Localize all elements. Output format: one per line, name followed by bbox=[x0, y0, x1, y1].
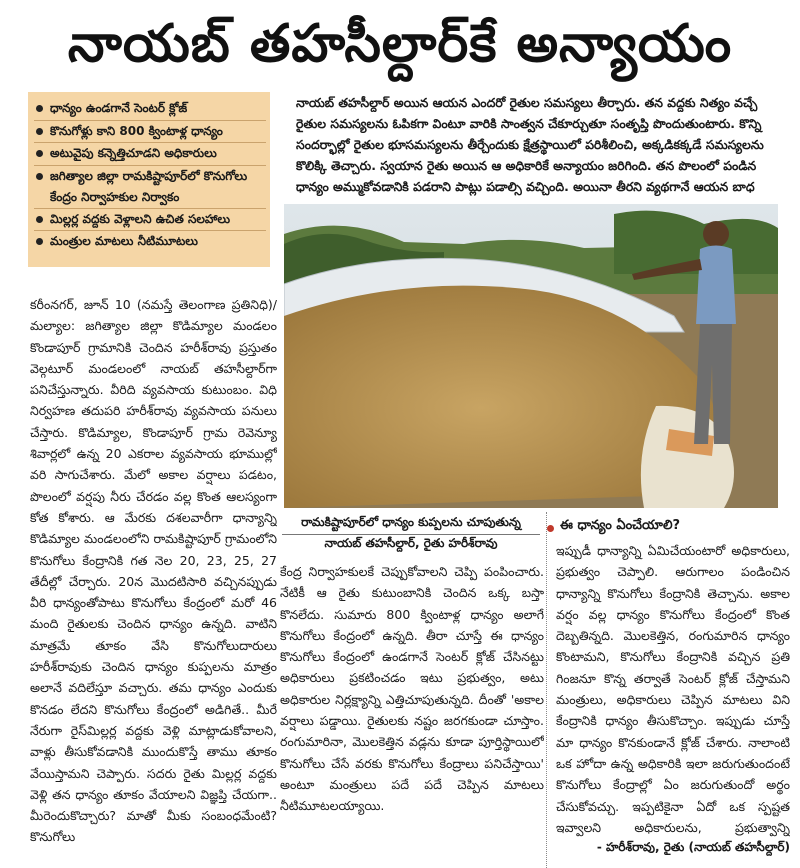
headline: నాయబ్ తహసీల్దార్‌కే అన్యాయం bbox=[67, 14, 733, 74]
highlight-item bbox=[34, 98, 266, 120]
photo-caption bbox=[280, 512, 542, 554]
highlight-item bbox=[34, 231, 266, 253]
side-body: ఇప్పుడీ ధాన్యాన్ని ఏమిచేయంటారో అధికారులు, ప్రభుత్వం చెప్పాలి. ఆరుగాలం పండించిన ధాన్యాన్ని కొనుగోలు కేంద్రానికి తెచ్చాను. అకాల వర్షం వల్ల ధాన్యం కొనుగోలు కేంద్రంలో కొంత దెబ్బతిన్నది. మొలకెత్తిన, రంగుమారిన ధాన్యం కొంటామని, కొనుగోలు కేంద్రానికి వచ్చిన ప్రతి గింజనూ కొన్న తర్వాతే సెంటర్ క్లోజ్ చేస్తామని మంత్రులు, అధికారులు చెప్పిన మాటలు విని కేంద్రానికి ధాన్యం తీసుకొచ్చాం. ఇప్పుడు చూస్తే మా ధాన్యం కొనకుండానే క్లోజ్ చేశారు. నాలాంటి ఒక హోదా ఉన్న అధికారికి ఇలా జరుగుతుందంటే కొనుగోలు కేంద్రాల్లో ఏం జరుగుతుందో అర్థం చేసుకోవచ్చు. ఇప్పటికైనా ఏదో ఒక స్పష్టత ఇవ్వాలని అధికారులను, ప్రభుత్వాన్ని bbox=[556, 543, 790, 835]
highlight-text: మిల్లర్ల వద్దకు వెళ్లాలని ఉచిత సలహాలు bbox=[50, 211, 230, 226]
bullet-icon bbox=[36, 173, 43, 180]
highlights-box bbox=[28, 92, 270, 267]
middle-column-text bbox=[280, 561, 544, 866]
farmer-grain-photo bbox=[284, 204, 778, 508]
caption-divider bbox=[282, 534, 540, 535]
highlight-text: కొనుగోళ్లు కాని 800 క్వింటాళ్ల ధాన్యం bbox=[50, 123, 223, 138]
highlight-item bbox=[34, 143, 266, 165]
bullet-icon bbox=[36, 150, 43, 157]
highlight-text: అటువైపు కన్నెత్తిచూడని అధికారులు bbox=[50, 146, 217, 160]
caption-line-2: నాయబ్ తహసీల్దార్, రైతు హరీశ్‌రావు bbox=[324, 536, 498, 550]
caption-line-1: రామకిష్టాపూర్‌లో ధాన్యం కుప్పలను చూపుతున్న bbox=[301, 515, 521, 529]
highlight-text: ధాన్యం ఉండగానే సెంటర్ క్లోజ్ bbox=[50, 101, 188, 115]
bullet-icon bbox=[36, 238, 43, 245]
highlight-item bbox=[34, 209, 266, 231]
side-signature: - హరీశ్‌రావు, రైతు (నాయబ్ తహసీల్దార్) bbox=[596, 840, 790, 854]
news-photo bbox=[284, 204, 778, 508]
left-column-text bbox=[30, 294, 277, 866]
highlight-text: మంత్రుల మాటలు నీటిమూటలు bbox=[50, 234, 198, 248]
left-column-body: కరీంనగర్, జూన్ 10 (నమస్తే తెలంగాణ ప్రతినిధి)/మల్యాల: జగిత్యాల జిల్లా కొడిమ్యాల మండలం కొండాపూర్ గ్రామానికి చెందిన హరీశ్‌రావు ప్రస్తుతం వెల్గటూర్ మండలంలో నాయబ్ తహసీల్దార్‌గా పనిచేస్తున్నారు. వీరిది వ్యవసాయ కుటుంబం. విధి నిర్వహణ తదుపరి హరీశ్‌రావు వ్యవసాయ పనులు చేస్తారు. కొడిమ్యాల, కొండాపూర్ గ్రామ రెవెన్యూ శివార్లలో ఉన్న 20 ఎకరాల వ్యవసాయ భూముల్లో వరి సాగుచేశారు. మేలో అకాల వర్షాలు పడటం, పొలంలో వర్షపు నీరు చేరడం వల్ల కొంత ఆలస్యంగా కోత కోశారు. ఆ మేరకు దశలవారీగా ధాన్యాన్ని కొడిమ్యాల మండలంలోని రామకిష్టాపూర్ గ్రామంలోని కొనుగోలు కేంద్రానికి గత నెల 20, 23, 25, 27 తేదీల్లో చేర్చారు. 20న మొదటిసారి వచ్చినప్పుడు వీరి ధాన్యంతోపాటు కొనుగోలు కేంద్రంలో మరో 46 మంది రైతులకు చెందిన ధాన్యం ఉన్నది. వాటిని మాత్రమే తూకం వేసి కొనుగోలుదారులు హరీశ్‌రావుకు చెందిన ధాన్యం కుప్పలను మాత్రం అలానే వదిలేస్తూ వచ్చారు. తమ ధాన్యం ఎందుకు కొనడం లేదని కొనుగోలు కేంద్రంలో అడిగితే.. మీరే నేరుగా రైస్‌మిల్లర్ల వద్దకు వెళ్లి మాట్లాడుకోవాలని, వాళ్లు తీసుకోవడానికి ముందుకొస్తే తాము తూకం వేయిస్తామని చెప్పారు. సదరు రైతు మిల్లర్ల వద్దకు వెళ్లి తన ధాన్యం తూకం వేయాలని విజ్ఞప్తి చేయగా.. మీరెందుకొచ్చారు? మాతో మీకు సంబంధమేంటి? కొనుగోలు bbox=[30, 297, 277, 845]
bullet-icon bbox=[36, 128, 43, 135]
highlight-item bbox=[34, 166, 266, 208]
side-bullet-icon bbox=[547, 525, 554, 532]
side-title: ఈ ధాన్యం ఏంచేయాలి? bbox=[560, 518, 681, 533]
middle-column-body: కేంద్ర నిర్వాహకులకే చెప్పుకోవాలని చెప్పి పంపించారు. నేటికీ ఆ రైతు కుటుంబానికి చెందిన ఒక్క బస్తా కొనలేదు. సుమారు 800 క్వింటాళ్ల ధాన్యం అలాగే కొనుగోలు కేంద్రంలో ఉన్నది. తీరా చూస్తే ఈ ధాన్యం కొనుగోలు కేంద్రంలో ఉండగానే సెంటర్ క్లోజ్ చేసినట్టు అధికారులు ప్రకటించడం ఇటు ప్రభుత్వం, అటు అధికారుల నిర్లక్ష్యాన్ని ఎత్తిచూపుతున్నది. దీంతో 'అకాల వర్షాలు పడ్డాయి. రైతులకు నష్టం జరగకుండా చూస్తాం. రంగుమారినా, మొలకెత్తిన వడ్లను కూడా పూర్తిస్థాయిలో కొనుగోలు చేసే వరకు కొనుగోలు కేంద్రాలు పనిచేస్తాయి' అంటూ మంత్రులు పదే పదే చెప్పిన మాటలు నీటిమూటలయ్యాయి. bbox=[280, 564, 544, 814]
highlight-text: జగిత్యాల జిల్లా రామకిష్టాపూర్‌లో కొనుగోలు కేంద్రం నిర్వాహకుల నిర్వాకం bbox=[50, 168, 248, 204]
intro-paragraph: నాయబ్ తహసీల్దార్ అయిన ఆయన ఎందరో రైతుల సమస్యలు తీర్చారు. తన వద్దకు నిత్యం వచ్చే రైతుల సమస్యలను ఓపికగా వింటూ వారికి సాంత్వన చేకూర్చుతూ సంతృప్తి పొందుతుంటారు. కొన్ని సందర్భాల్లో రైతుల భూసమస్యలను తీర్చేందుకు క్షేత్రస్థాయిలో పరిశీలించి, అక్కడికక్కడే సమస్యలను కొలిక్కి తెచ్చారు. స్వయాన రైతు అయిన ఆ అధికారికే అన్యాయం జరిగింది. తన పొలంలో పండిన ధాన్యం అమ్ముకోవడానికి పడరాని పాట్లు పడాల్సి వచ్చింది. అయినా తీరని వ్యథగానే ఆయన బాధ bbox=[296, 95, 764, 194]
bullet-icon bbox=[36, 105, 43, 112]
bullet-icon bbox=[36, 216, 43, 223]
highlight-item bbox=[34, 121, 266, 143]
